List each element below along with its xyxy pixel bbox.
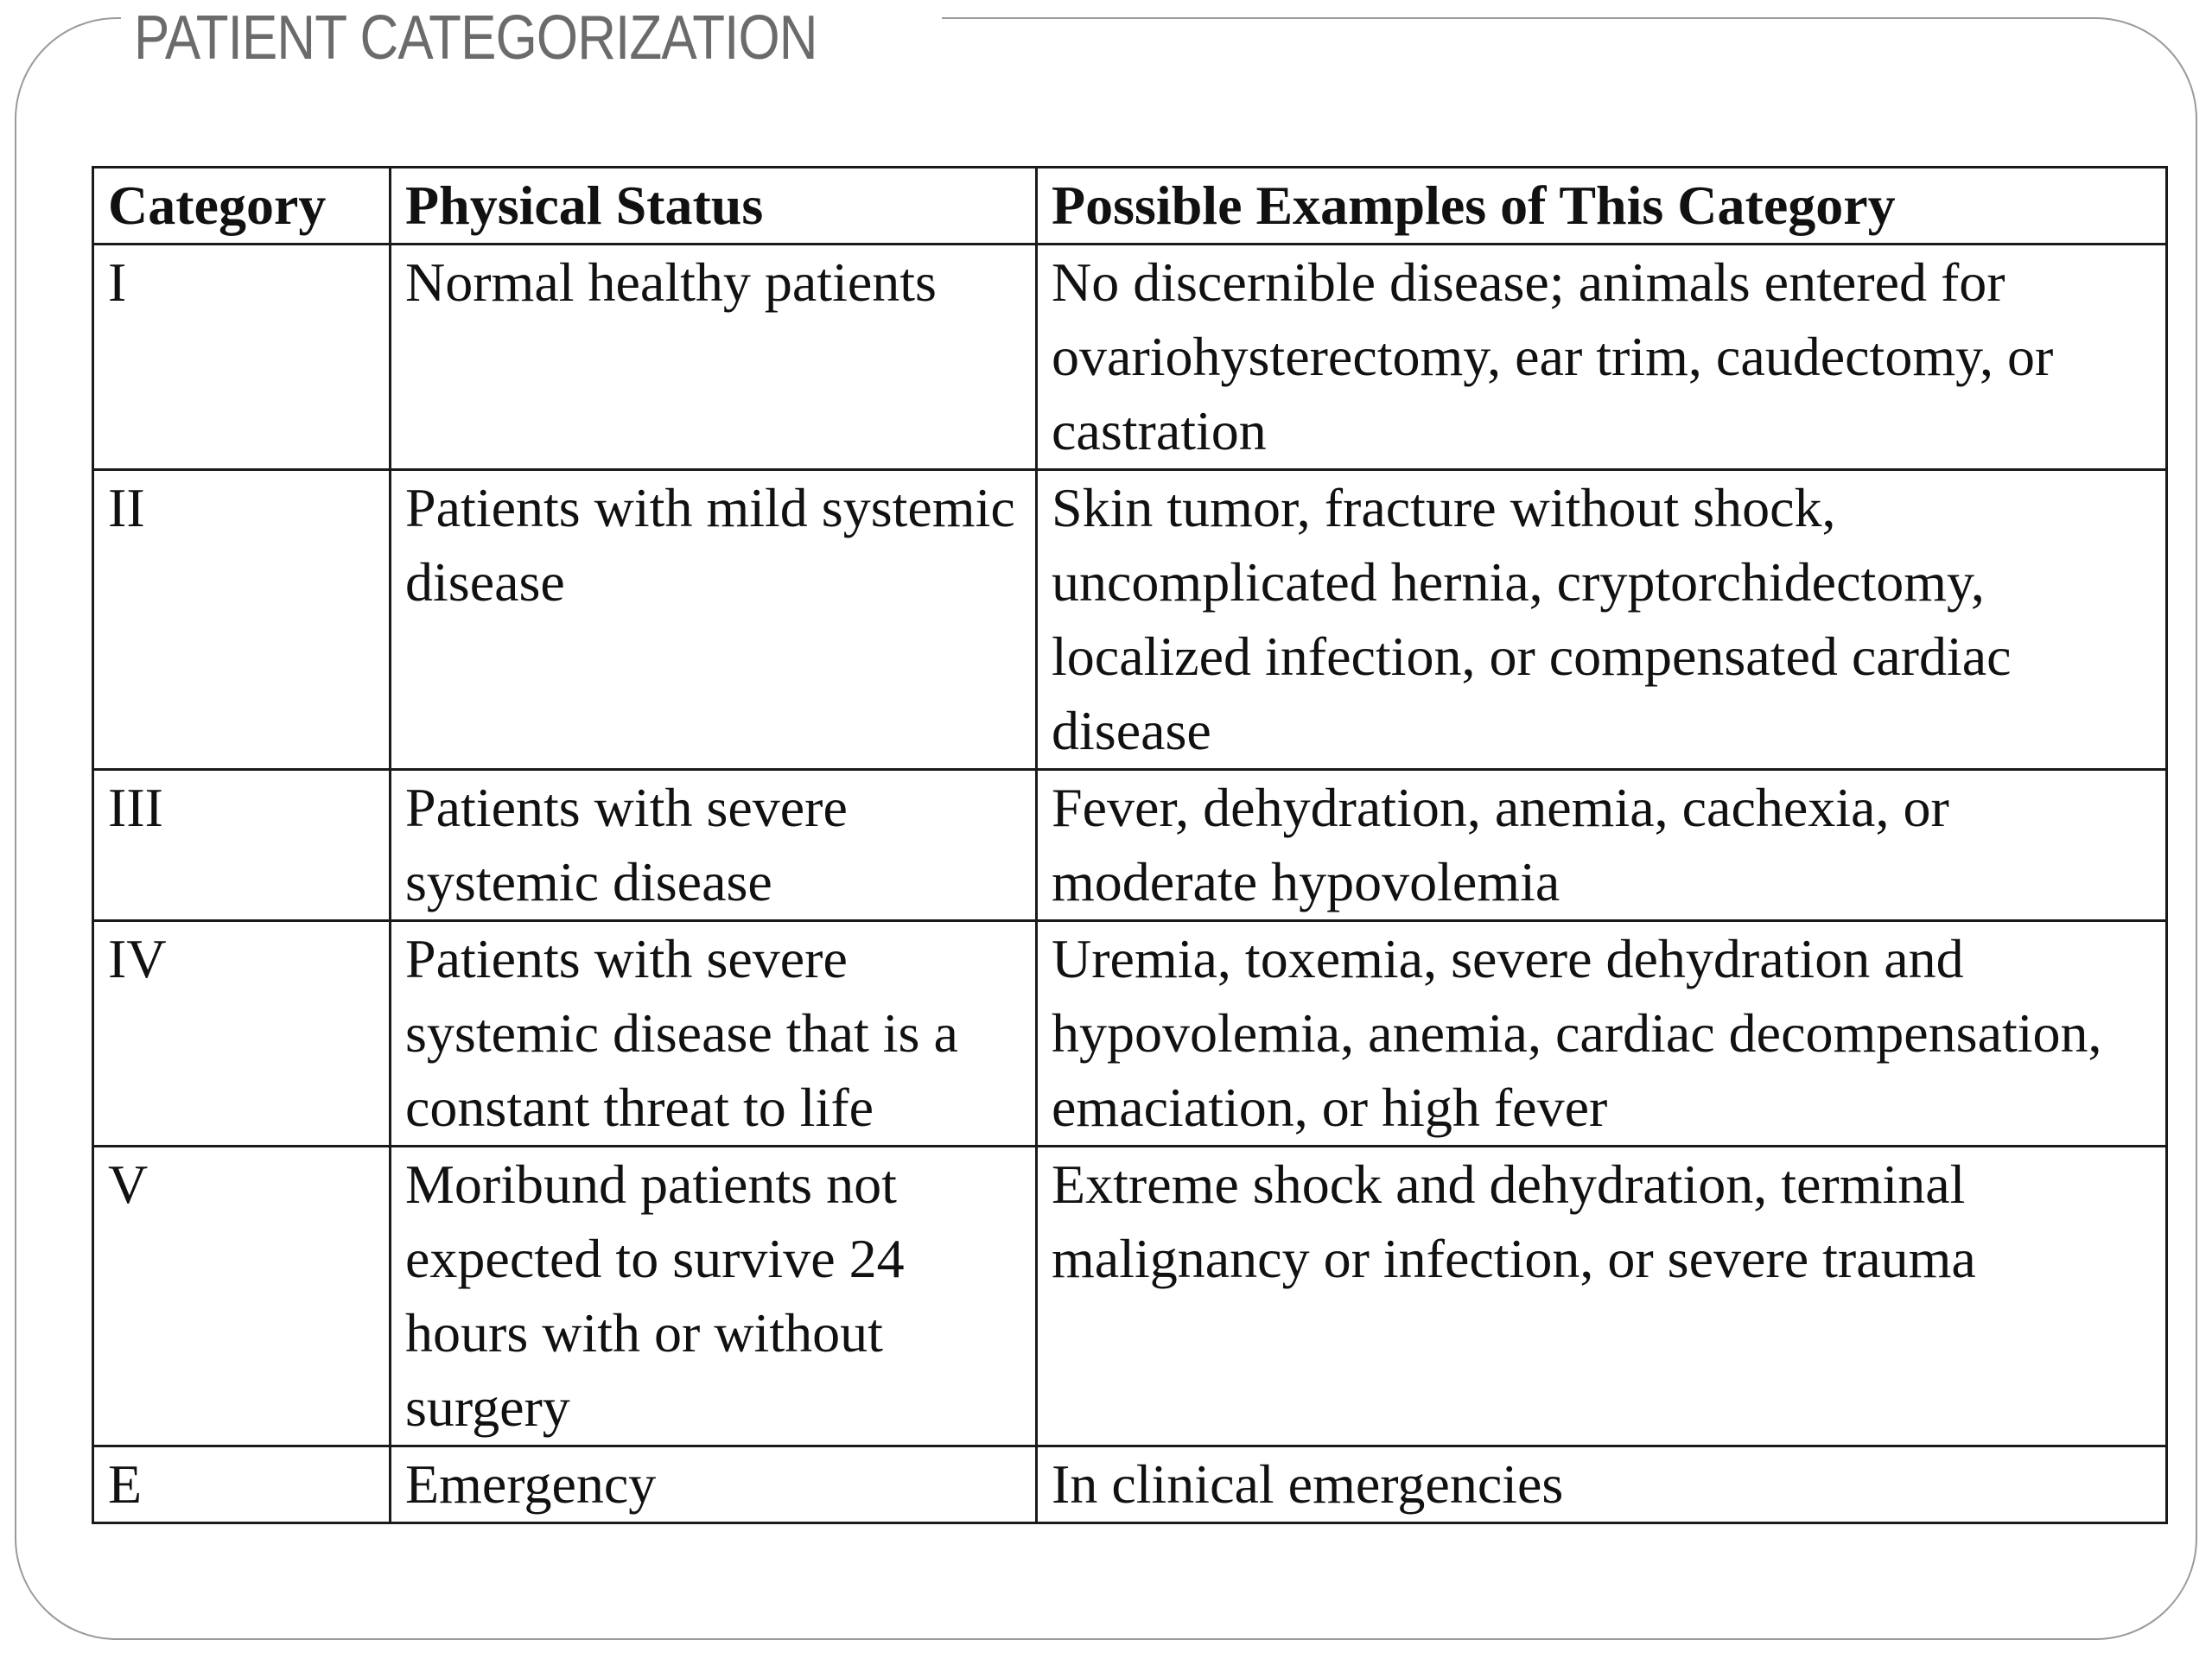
table-row	[93, 921, 2167, 1147]
table-row	[93, 470, 2167, 770]
category-cell: II	[93, 470, 391, 770]
header-physical-status: Physical Status	[391, 168, 1037, 245]
physical-status-cell: Moribund patients not expected to survive 24 hours with or without surgery	[391, 1147, 1037, 1446]
physical-status-cell: Emergency	[391, 1446, 1037, 1523]
examples-cell: No discernible disease; animals entered for ovariohysterectomy, ear trim, caudectomy, or castration	[1037, 245, 2167, 470]
category-cell: V	[93, 1147, 391, 1446]
category-cell: E	[93, 1446, 391, 1523]
header-examples: Possible Examples of This Category	[1037, 168, 2167, 245]
category-cell: III	[93, 770, 391, 921]
examples-cell: Extreme shock and dehydration, terminal malignancy or infection, or severe trauma	[1037, 1147, 2167, 1446]
table-row	[93, 1147, 2167, 1446]
table-header-row	[93, 168, 2167, 245]
physical-status-cell: Normal healthy patients	[391, 245, 1037, 470]
slide-title: PATIENT CATEGORIZATION	[134, 3, 817, 73]
table-row	[93, 1446, 2167, 1523]
table-row	[93, 245, 2167, 470]
examples-cell: Skin tumor, fracture without shock, uncomplicated hernia, cryptorchidectomy, localized infection, or compensated cardiac disease	[1037, 470, 2167, 770]
header-category: Category	[93, 168, 391, 245]
table-row	[93, 770, 2167, 921]
patient-category-table	[92, 166, 2168, 1524]
physical-status-cell: Patients with severe systemic disease that is a constant threat to life	[391, 921, 1037, 1147]
physical-status-cell: Patients with severe systemic disease	[391, 770, 1037, 921]
physical-status-cell: Patients with mild systemic disease	[391, 470, 1037, 770]
examples-cell: In clinical emergencies	[1037, 1446, 2167, 1523]
examples-cell: Fever, dehydration, anemia, cachexia, or moderate hypovolemia	[1037, 770, 2167, 921]
examples-cell: Uremia, toxemia, severe dehydration and hypovolemia, anemia, cardiac decompensation, emaciation, or high fever	[1037, 921, 2167, 1147]
category-cell: IV	[93, 921, 391, 1147]
category-cell: I	[93, 245, 391, 470]
